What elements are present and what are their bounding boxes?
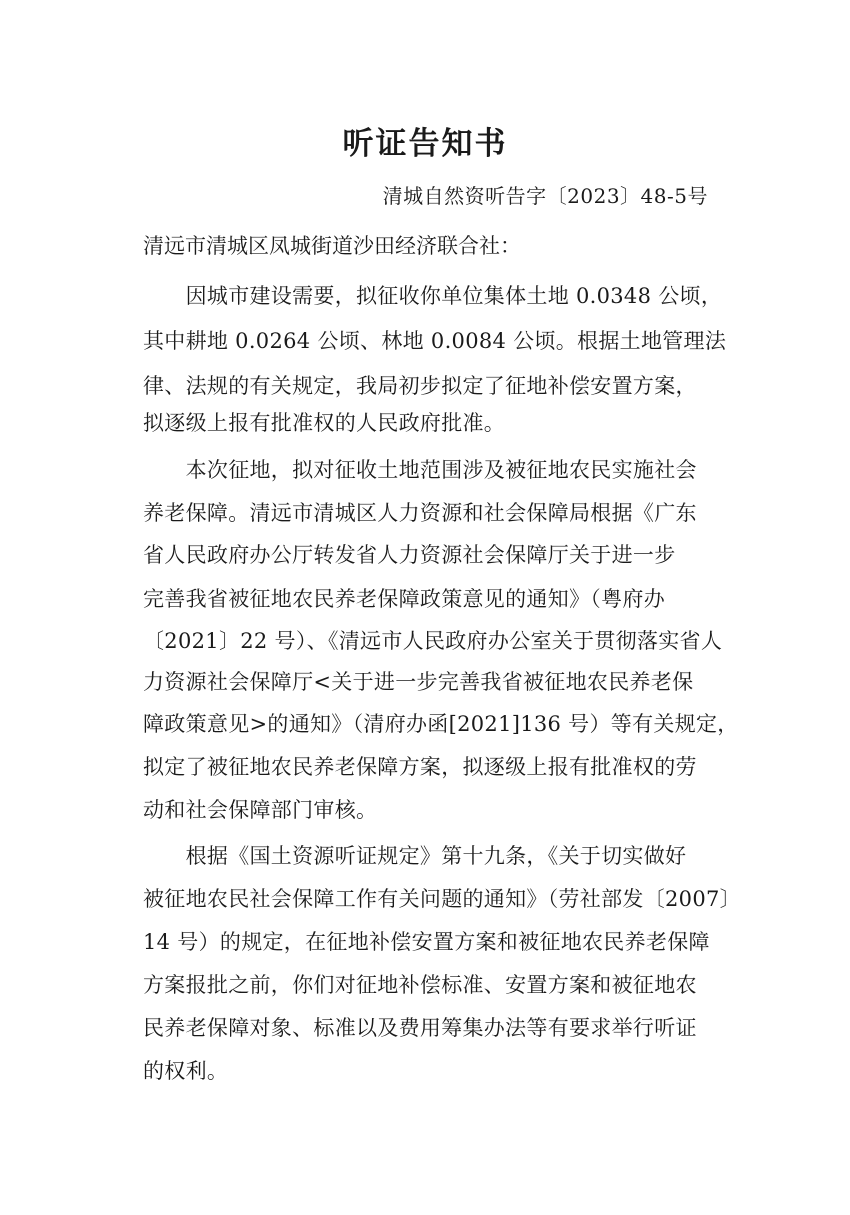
body-line: 养老保障。清远市清城区人力资源和社会保障局根据《广东 xyxy=(143,501,697,525)
body-line: 根据《国土资源听证规定》第十九条，《关于切实做好 xyxy=(143,844,687,868)
body-line: 拟逐级上报有批准权的人民政府批准。 xyxy=(143,411,506,435)
body-line: 动和社会保障部门审核。 xyxy=(143,798,378,822)
body-line: 障政策意见>的通知》（清府办函[2021]136 号）等有关规定， xyxy=(143,712,739,736)
body-line: 完善我省被征地农民养老保障政策意见的通知》（粤府办 xyxy=(143,587,665,611)
body-line: 本次征地，拟对征收土地范围涉及被征地农民实施社会 xyxy=(143,458,697,482)
body-line: 民养老保障对象、标准以及费用筹集办法等有要求举行听证 xyxy=(143,1016,697,1040)
document-title: 听证告知书 xyxy=(342,126,508,162)
body-line: 拟定了被征地农民养老保障方案，拟逐级上报有批准权的劳 xyxy=(143,755,697,779)
body-line: 律、法规的有关规定，我局初步拟定了征地补偿安置方案， xyxy=(143,374,697,398)
body-line: 省人民政府办公厅转发省人力资源社会保障厅关于进一步 xyxy=(143,543,676,567)
body-line: 方案报批之前，你们对征地补偿标准、安置方案和被征地农 xyxy=(143,973,697,997)
body-line: 其中耕地 0.0264 公顷、林地 0.0084 公顷。根据土地管理法 xyxy=(143,329,727,353)
body-line: 14 号）的规定，在征地补偿安置方案和被征地农民养老保障 xyxy=(143,930,710,954)
body-line: 的权利。 xyxy=(143,1059,229,1083)
body-line: 〔2021〕22 号）、《清远市人民政府办公室关于贯彻落实省人 xyxy=(143,629,723,653)
body-line: 力资源社会保障厅<关于进一步完善我省被征地农民养老保 xyxy=(143,670,694,694)
document-number: 清城自然资听告字〔2023〕48-5号 xyxy=(382,184,708,208)
body-line: 被征地农民社会保障工作有关问题的通知》（劳社部发〔2007〕 xyxy=(143,887,741,911)
addressee: 清远市清城区凤城街道沙田经济联合社： xyxy=(143,234,521,258)
body-line: 因城市建设需要，拟征收你单位集体土地 0.0348 公顷， xyxy=(143,284,723,308)
